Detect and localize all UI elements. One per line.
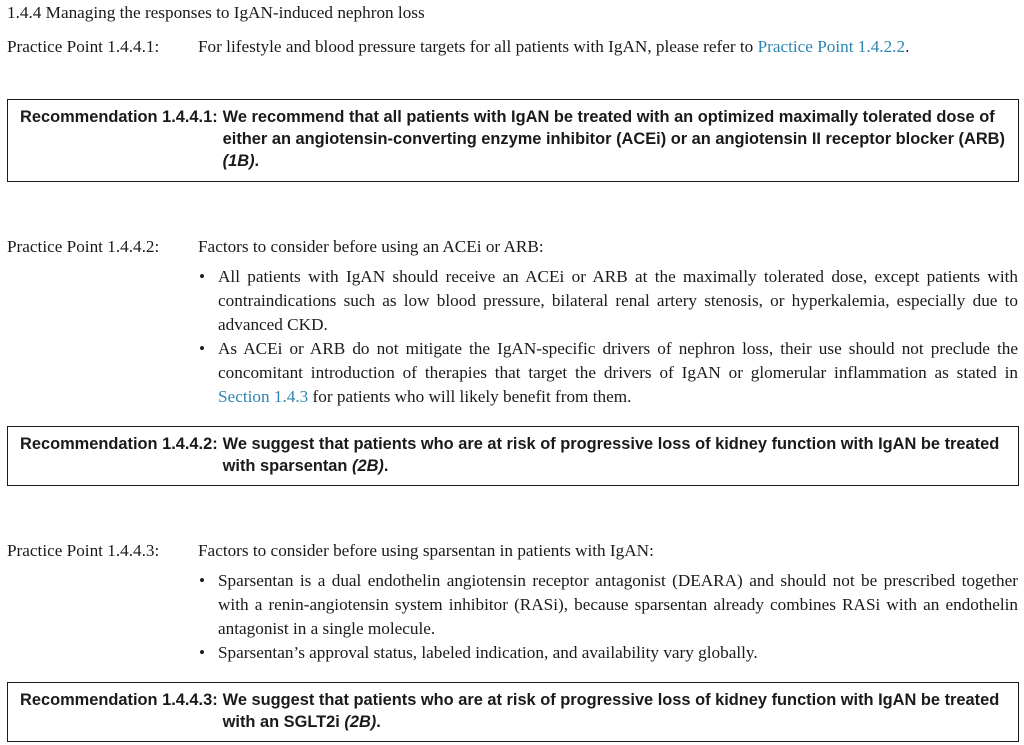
recommendation-text [218, 106, 1008, 175]
list-item [198, 337, 1018, 409]
bullet-list [198, 569, 1018, 665]
section-link[interactable]: Section 1.4.3 [218, 387, 309, 406]
list-item [198, 569, 1018, 641]
recommendation-label: Recommendation 1.4.4.1: [20, 108, 218, 126]
recommendation-label: Recommendation 1.4.4.2: [20, 435, 218, 453]
evidence-grade: (2B) [344, 713, 377, 731]
practice-point-text [198, 35, 1018, 59]
recommendation-body: We suggest that patients who are at risk of progressive loss of kidney function with IgAN be treated with sparsentan [222, 435, 1000, 475]
practice-point-punct: . [905, 37, 910, 56]
practice-point-text: Factors to consider before using sparsentan in patients with IgAN: [198, 541, 654, 560]
evidence-grade: (1B) [222, 152, 255, 170]
bullet-glyph: • [199, 643, 206, 662]
recommendation-body: We recommend that all patients with IgAN be treated with an optimized maximally tolerated dose of either an angiotensin-converting enzyme inhibitor (ACEi) or an angiotensin II receptor blocker (ARB) [222, 108, 1005, 148]
list-item [198, 641, 1018, 665]
recommendation-body: We suggest that patients who are at risk of progressive loss of kidney function with IgAN be treated with an SGLT2i [222, 691, 1000, 731]
practice-point-link[interactable]: Practice Point 1.4.2.2 [757, 37, 906, 56]
practice-point-label: Practice Point 1.4.4.1: [7, 37, 160, 56]
recommendation-box [7, 682, 1019, 742]
recommendation-text [218, 689, 1008, 735]
practice-point-text: Factors to consider before using an ACEi or ARB: [198, 237, 544, 256]
section-title: Managing the responses to IgAN-induced nephron loss [45, 3, 425, 22]
list-item-text: Sparsentan is a dual endothelin angiotensin receptor antagonist (DEARA) and should not be prescribed together with a renin-angiotensin system inhibitor (RASi), because sparsentan already combines RASi with an endothelin antagonist in a single molecule. [218, 571, 1018, 638]
recommendation-text [218, 433, 1008, 479]
recommendation-label: Recommendation 1.4.4.3: [20, 691, 218, 709]
bullet-glyph: • [199, 571, 206, 590]
list-item [198, 265, 1018, 337]
recommendation-punct: . [376, 713, 381, 731]
list-item-text: for patients who will likely benefit from them. [312, 387, 632, 406]
recommendation-punct: . [383, 457, 389, 475]
list-item-text: Sparsentan’s approval status, labeled indication, and availability vary globally. [218, 643, 758, 662]
practice-point-body: For lifestyle and blood pressure targets for all patients with IgAN, please refer to [198, 37, 754, 56]
evidence-grade: (2B) [352, 457, 384, 475]
recommendation-box [7, 99, 1019, 182]
bullet-list [198, 265, 1018, 409]
practice-point-label: Practice Point 1.4.4.3: [7, 541, 160, 560]
recommendation-box [7, 426, 1019, 486]
practice-point-label: Practice Point 1.4.4.2: [7, 237, 160, 256]
list-item-text: All patients with IgAN should receive an ACEi or ARB at the maximally tolerated dose, except patients with contraindications such as low blood pressure, bilateral renal artery stenosis, or hyperkalemia, especially due to advanced CKD. [218, 267, 1018, 334]
section-heading [7, 1, 425, 25]
bullet-glyph: • [199, 339, 206, 358]
bullet-glyph: • [199, 267, 206, 286]
section-number: 1.4.4 [7, 3, 42, 22]
recommendation-punct: . [254, 152, 260, 170]
list-item-text: As ACEi or ARB do not mitigate the IgAN-specific drivers of nephron loss, their use should not preclude the concomitant introduction of therapies that target the drivers of IgAN or glomerular inflammation as stated in [218, 339, 1018, 382]
